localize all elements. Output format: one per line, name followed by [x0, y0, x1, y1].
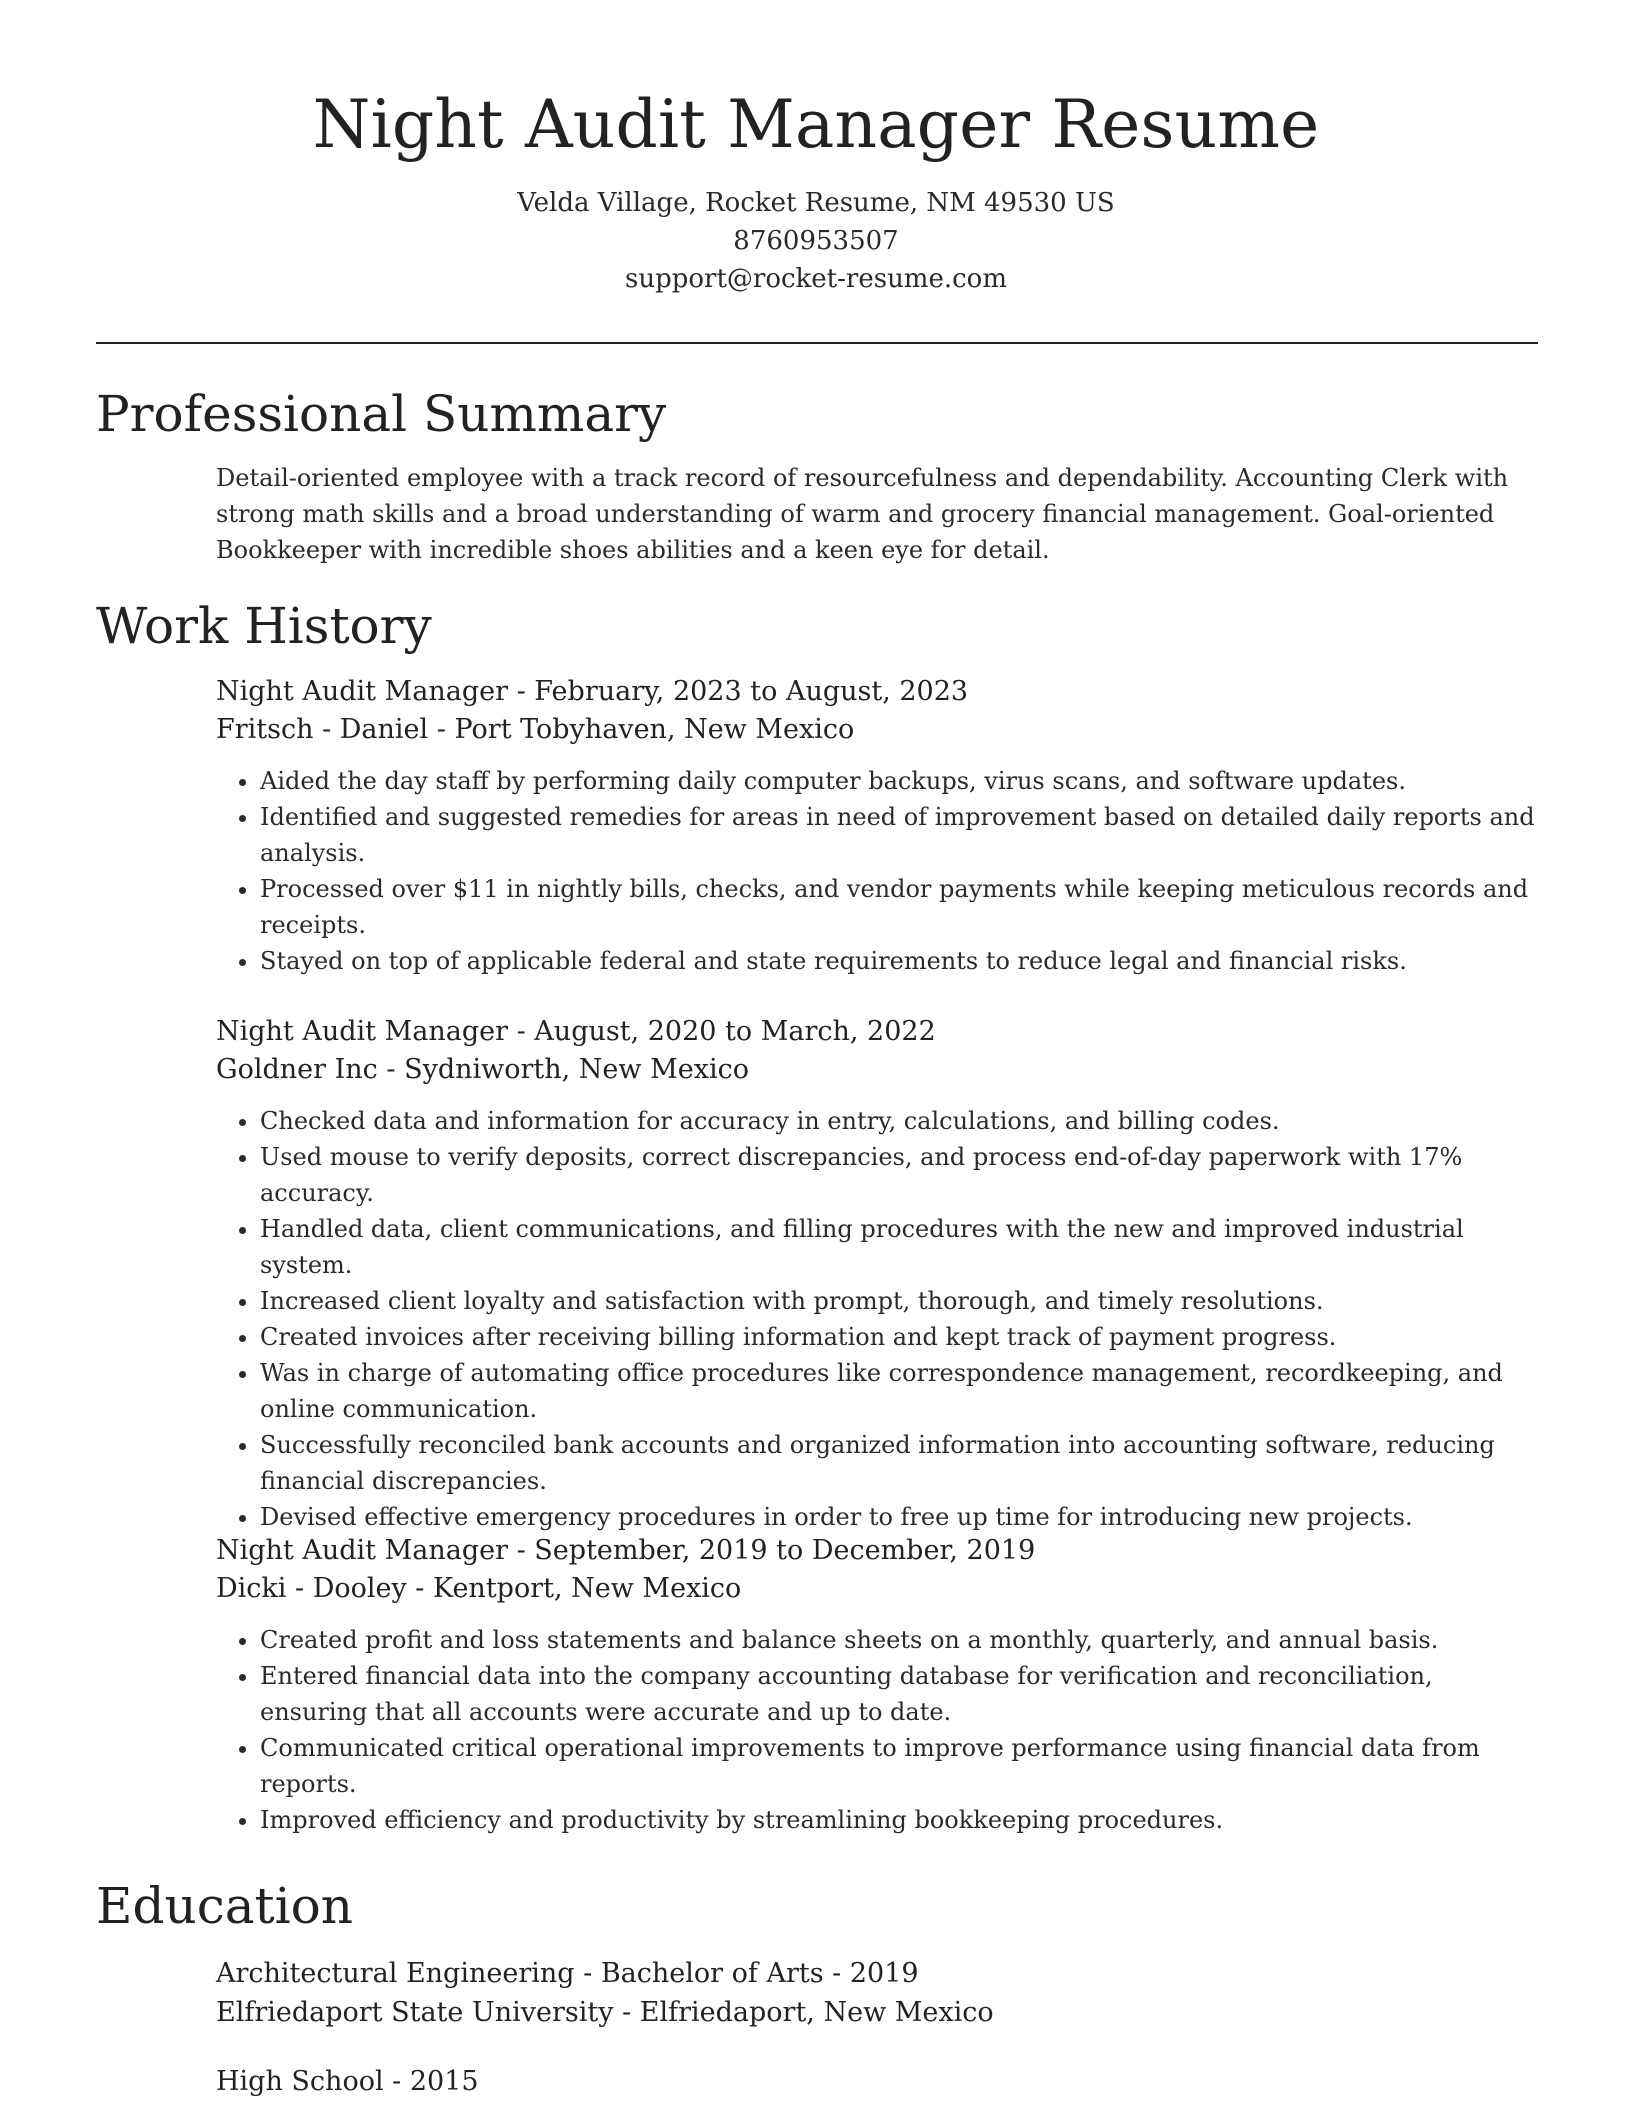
summary-heading: Professional Summary — [96, 385, 667, 443]
bullet-item: • Entered financial data into the company accounting database for verification and reconciliation, ensuring that all accounts were accurate and up to date. — [260, 1658, 1538, 1730]
bullet-item: • Was in charge of automating office procedures like correspondence management, recordkeeping, and online communication. — [260, 1355, 1538, 1427]
job-entry — [216, 1013, 1538, 1535]
job-company: Goldner Inc — [216, 1054, 378, 1085]
job-title: Night Audit Manager — [216, 676, 509, 707]
bullet-item: • Communicated critical operational improvements to improve performance using financial data from reports. — [260, 1730, 1538, 1802]
job-company: Fritsch - Daniel — [216, 714, 429, 745]
bullet-item: • Identified and suggested remedies for areas in need of improvement based on detailed daily reports and analysis. — [260, 799, 1538, 871]
job-title-line — [216, 1013, 1538, 1051]
job-bullets — [216, 763, 1538, 979]
job-location: - Port Tobyhaven, New Mexico — [428, 714, 855, 745]
job-bullets — [216, 1622, 1538, 1838]
education-degree-line: Architectural Engineering - Bachelor of Arts - 2019 — [216, 1958, 919, 1989]
page-title: Night Audit Manager Resume — [312, 86, 1320, 163]
education-entry — [216, 2062, 1538, 2101]
bullet-item: • Stayed on top of applicable federal and state requirements to reduce legal and financial risks. — [260, 943, 1538, 979]
job-dates: - September, 2019 to December, 2019 — [508, 1535, 1036, 1566]
bullet-item: • Successfully reconciled bank accounts and organized information into accounting software, reducing financial discrepancies. — [260, 1427, 1538, 1499]
bullet-item: • Devised effective emergency procedures in order to free up time for introducing new projects. — [260, 1499, 1538, 1535]
job-company-line — [216, 1570, 1538, 1608]
job-location: - Sydniworth, New Mexico — [377, 1054, 749, 1085]
bullet-item: • Aided the day staff by performing daily computer backups, virus scans, and software updates. — [260, 763, 1538, 799]
phone-text: 8760953507 — [733, 226, 899, 256]
job-title-line — [216, 1532, 1538, 1570]
job-bullets — [216, 1103, 1538, 1535]
bullet-item: • Handled data, client communications, and filling procedures with the new and improved industrial system. — [260, 1211, 1538, 1283]
job-company: Dicki - Dooley — [216, 1573, 407, 1604]
job-entry — [216, 673, 1538, 979]
job-dates: - August, 2020 to March, 2022 — [508, 1016, 936, 1047]
job-company-line — [216, 711, 1538, 749]
bullet-item: • Improved efficiency and productivity by streamlining bookkeeping procedures. — [260, 1802, 1538, 1838]
resume-header — [0, 0, 1632, 298]
job-company-line — [216, 1051, 1538, 1089]
contact-block — [0, 184, 1632, 298]
education-degree-line: High School - 2015 — [216, 2066, 479, 2097]
bullet-item: • Processed over $11 in nightly bills, checks, and vendor payments while keeping meticulous records and receipts. — [260, 871, 1538, 943]
summary-text: Detail-oriented employee with a track record of resourcefulness and dependability. Accounting Clerk with strong math skills and a broad understanding of warm and grocery financial management. Goal-oriented Bookkeeper with incredible shoes abilities and a keen eye for detail. — [216, 464, 1509, 564]
bullet-item: • Checked data and information for accuracy in entry, calculations, and billing codes. — [260, 1103, 1538, 1139]
education-entry — [216, 1954, 1538, 2032]
education-school-line: Elfriedaport State University - Elfriedaport, New Mexico — [216, 1997, 994, 2028]
bullet-item: • Used mouse to verify deposits, correct discrepancies, and process end-of-day paperwork with 17% accuracy. — [260, 1139, 1538, 1211]
job-dates: - February, 2023 to August, 2023 — [508, 676, 969, 707]
address-text: Velda Village, Rocket Resume, NM 49530 US — [517, 188, 1115, 218]
bullet-item: • Created invoices after receiving billing information and kept track of payment progress. — [260, 1319, 1538, 1355]
work-history-heading: Work History — [96, 597, 432, 655]
bullet-item: • Created profit and loss statements and balance sheets on a monthly, quarterly, and annual basis. — [260, 1622, 1538, 1658]
job-entry — [216, 1532, 1538, 1838]
job-location: - Kentport, New Mexico — [406, 1573, 742, 1604]
job-title-line — [216, 673, 1538, 711]
education-heading: Education — [96, 1877, 353, 1935]
job-title: Night Audit Manager — [216, 1016, 509, 1047]
bullet-item: • Increased client loyalty and satisfaction with prompt, thorough, and timely resolutions. — [260, 1283, 1538, 1319]
header-divider — [96, 342, 1538, 344]
job-title: Night Audit Manager — [216, 1535, 509, 1566]
email-text: support@rocket-resume.com — [624, 264, 1007, 294]
